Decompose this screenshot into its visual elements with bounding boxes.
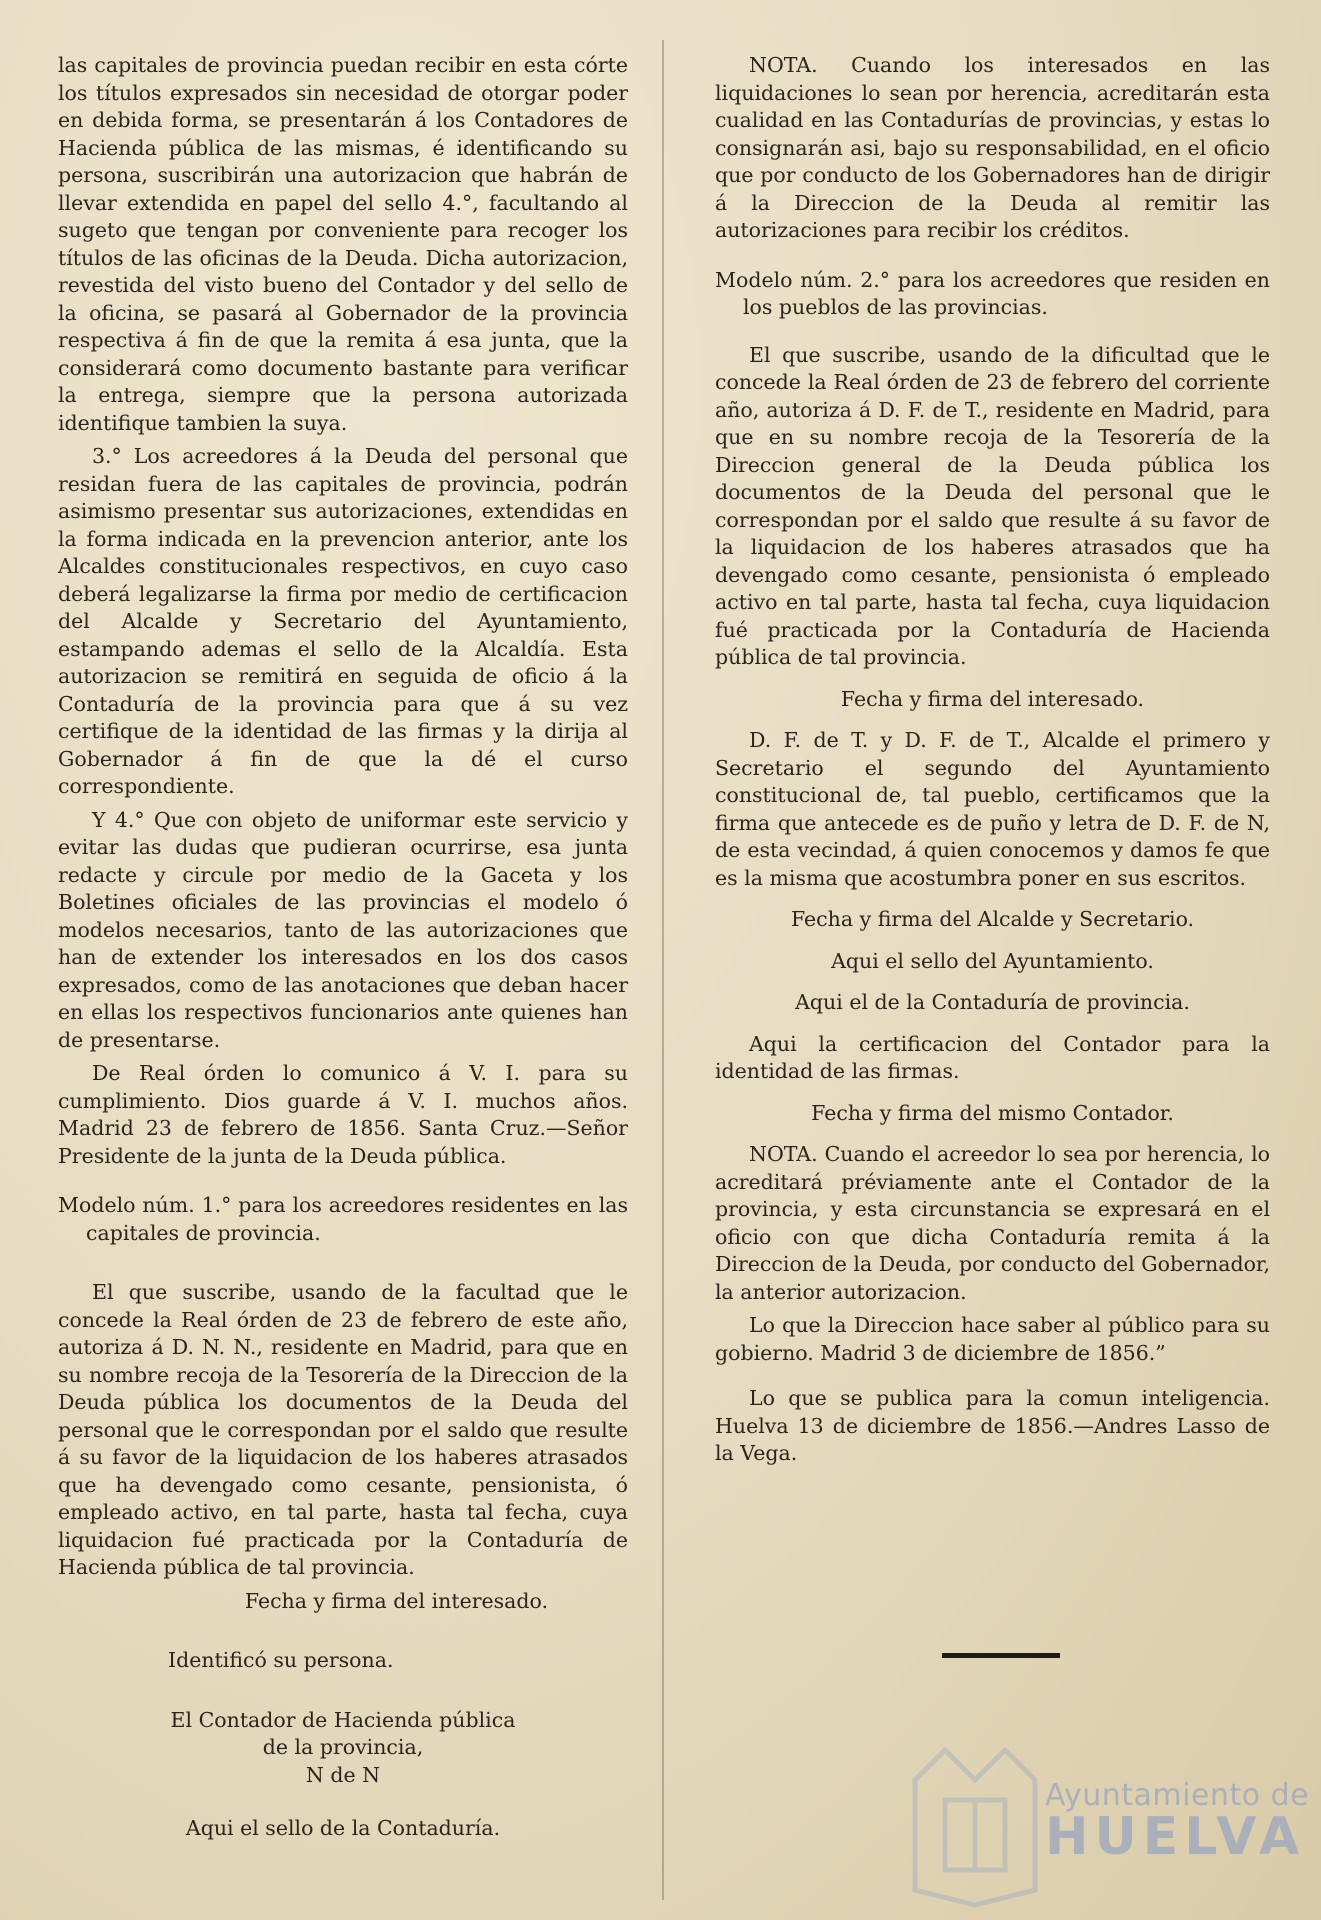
column-divider	[662, 40, 664, 1900]
nota: NOTA. Cuando los interesados en las liquidaciones lo sean por herencia, acreditarán esta cualidad en las Contadurías de provincias, y estas lo consignarán asi, bajo su responsabilidad, en el oficio que por conducto de los Gobernadores han de dirigir á la Direccion de la Deuda al remitir las autorizaciones para recibir los créditos.	[715, 53, 1270, 242]
watermark-line2: HUELVA	[1045, 1807, 1306, 1867]
paragraph: 3.° Los acreedores á la Deuda del personal que residan fuera de las capitales de provincia, podrán asimismo presentar sus autorizaciones, extendidas en la forma indicada en la prevencion anterior, ante los Alcaldes constitucionales respectivos, en cuyo caso deberá legalizarse la firma por medio de certificacion del Alcalde y Secretario del Ayuntamiento, estampando ademas el sello de la Alcaldía. Esta autorizacion se remitirá en seguida de oficio á la Contaduría de la provincia para que á su vez certifique de la identidad de las firmas y la dirija al Gobernador á fin de que la dé el curso correspondiente.	[58, 444, 628, 798]
seal-note: Aqui el sello de la Contaduría.	[185, 1816, 501, 1840]
signature-line: Fecha y firma del Alcalde y Secretario.	[790, 907, 1195, 931]
paragraph: De Real órden lo comunico á V. I. para su cumplimiento. Dios guarde á V. I. muchos años. Madrid 23 de febrero de 1856. Santa Cruz.—Señor Presidente de la junta de la Deuda pública.	[58, 1061, 628, 1168]
closing-rule	[942, 1653, 1060, 1658]
paragraph: Aqui la certificacion del Contador para la identidad de las firmas.	[715, 1031, 1270, 1083]
seal-note: Aqui el sello del Ayuntamiento.	[831, 948, 1154, 973]
contador-line: N de N	[305, 1762, 381, 1787]
paragraph: El que suscribe, usando de la dificultad que le concede la Real órden de 23 de febrero del corriente año, autoriza á D. F. de T., residente en Madrid, para que en su nombre recoja de la Tesorería de la Direccion general de la Deuda pública los documentos de la Deuda del personal que le correspondan por el saldo que resulte á su favor de la liquidacion de los haberes atrasados que ha devengado como cesante, pensionista ó empleado activo en tal parte, hasta tal fecha, cuya liquidacion fué practicada por la Contaduría de Hacienda pública de tal provincia.	[715, 342, 1270, 669]
signature-line: Fecha y firma del mismo Contador.	[811, 1100, 1174, 1125]
left-column	[58, 52, 628, 1843]
seal-note: Aqui el de la Contaduría de provincia.	[795, 990, 1190, 1014]
model-title: Modelo núm. 1.° para los acreedores residentes en las capitales de provincia.	[58, 1193, 628, 1245]
identification-text: Identificó su persona.	[168, 1648, 394, 1672]
contador-line: El Contador de Hacienda pública	[170, 1707, 516, 1732]
paragraph: Y 4.° Que con objeto de uniformar este servicio y evitar las dudas que pudieran ocurrirse, esa junta redacte y circule por medio de la Gaceta y los Boletines oficiales de las provincias el modelo ó modelos necesarios, tanto de las autorizaciones que han de extender los interesados en los dos casos expresados, como de las anotaciones que deban hacer en ellas los respectivos funcionarios ante quienes han de presentarse.	[58, 807, 628, 1052]
right-column	[715, 52, 1270, 1474]
watermark-line1: Ayuntamiento de	[1045, 1778, 1310, 1813]
paragraph: El que suscribe, usando de la facultad que le concede la Real órden de 23 de febrero de este año, autoriza á D. N. N., residente en Madrid, para que en su nombre recoja de la Tesorería de la Direccion de la Deuda pública los documentos de la Deuda del personal que le correspondan por el saldo que resulte á su favor de la liquidacion de los haberes atrasados que ha devengado como cesante, pensionista, ó empleado activo, en tal parte, hasta tal fecha, cuya liquidacion fué practicada por la Contaduría de Hacienda pública de tal provincia.	[58, 1280, 628, 1579]
signature-line: Fecha y firma del interesado.	[244, 1588, 548, 1613]
paragraph: Lo que la Direccion hace saber al público para su gobierno. Madrid 3 de diciembre de 1856.”	[715, 1313, 1270, 1365]
nota: NOTA. Cuando el acreedor lo sea por herencia, lo acreditará préviamente ante el Contador de la provincia, y esta circunstancia se expresará en el oficio con que dicha Contaduría remita á la Direccion de la Deuda, por conducto del Gobernador, la anterior autorizacion.	[715, 1142, 1270, 1304]
paragraph: Lo que se publica para la comun inteligencia. Huelva 13 de diciembre de 1856.—Andres Lasso de la Vega.	[715, 1386, 1270, 1465]
paragraph: D. F. de T. y D. F. de T., Alcalde el primero y Secretario el segundo del Ayuntamiento constitucional de, tal pueblo, certificamos que la firma que antecede es de puño y letra de D. F. de N, de esta vecindad, á quien conocemos y damos fe que es la misma que acostumbra poner en sus escritos.	[715, 728, 1270, 890]
signature-line: Fecha y firma del interesado.	[840, 686, 1145, 711]
contador-line: de la provincia,	[262, 1735, 424, 1759]
paragraph: las capitales de provincia puedan recibir en esta córte los títulos expresados sin necesidad de otorgar poder en debida forma, se presentarán á los Contadores de Hacienda pública de las mismas, é identificando su persona, suscribirán una autorizacion que habrán de llevar extendida en papel del sello 4.°, facultando al sugeto que tengan por conveniente para recoger los títulos de las oficinas de la Deuda. Dicha autorizacion, revestida del visto bueno del Contador y del sello de la oficina, se pasará al Gobernador de la provincia respectiva á fin de que la remita á esa junta, que la considerará como documento bastante para verificar la entrega, siempre que la persona autorizada identifique tambien la suya.	[58, 53, 628, 435]
model-title: Modelo núm. 2.° para los acreedores que residen en los pueblos de las provincias.	[715, 267, 1270, 319]
watermark-text	[1045, 1778, 1309, 1867]
